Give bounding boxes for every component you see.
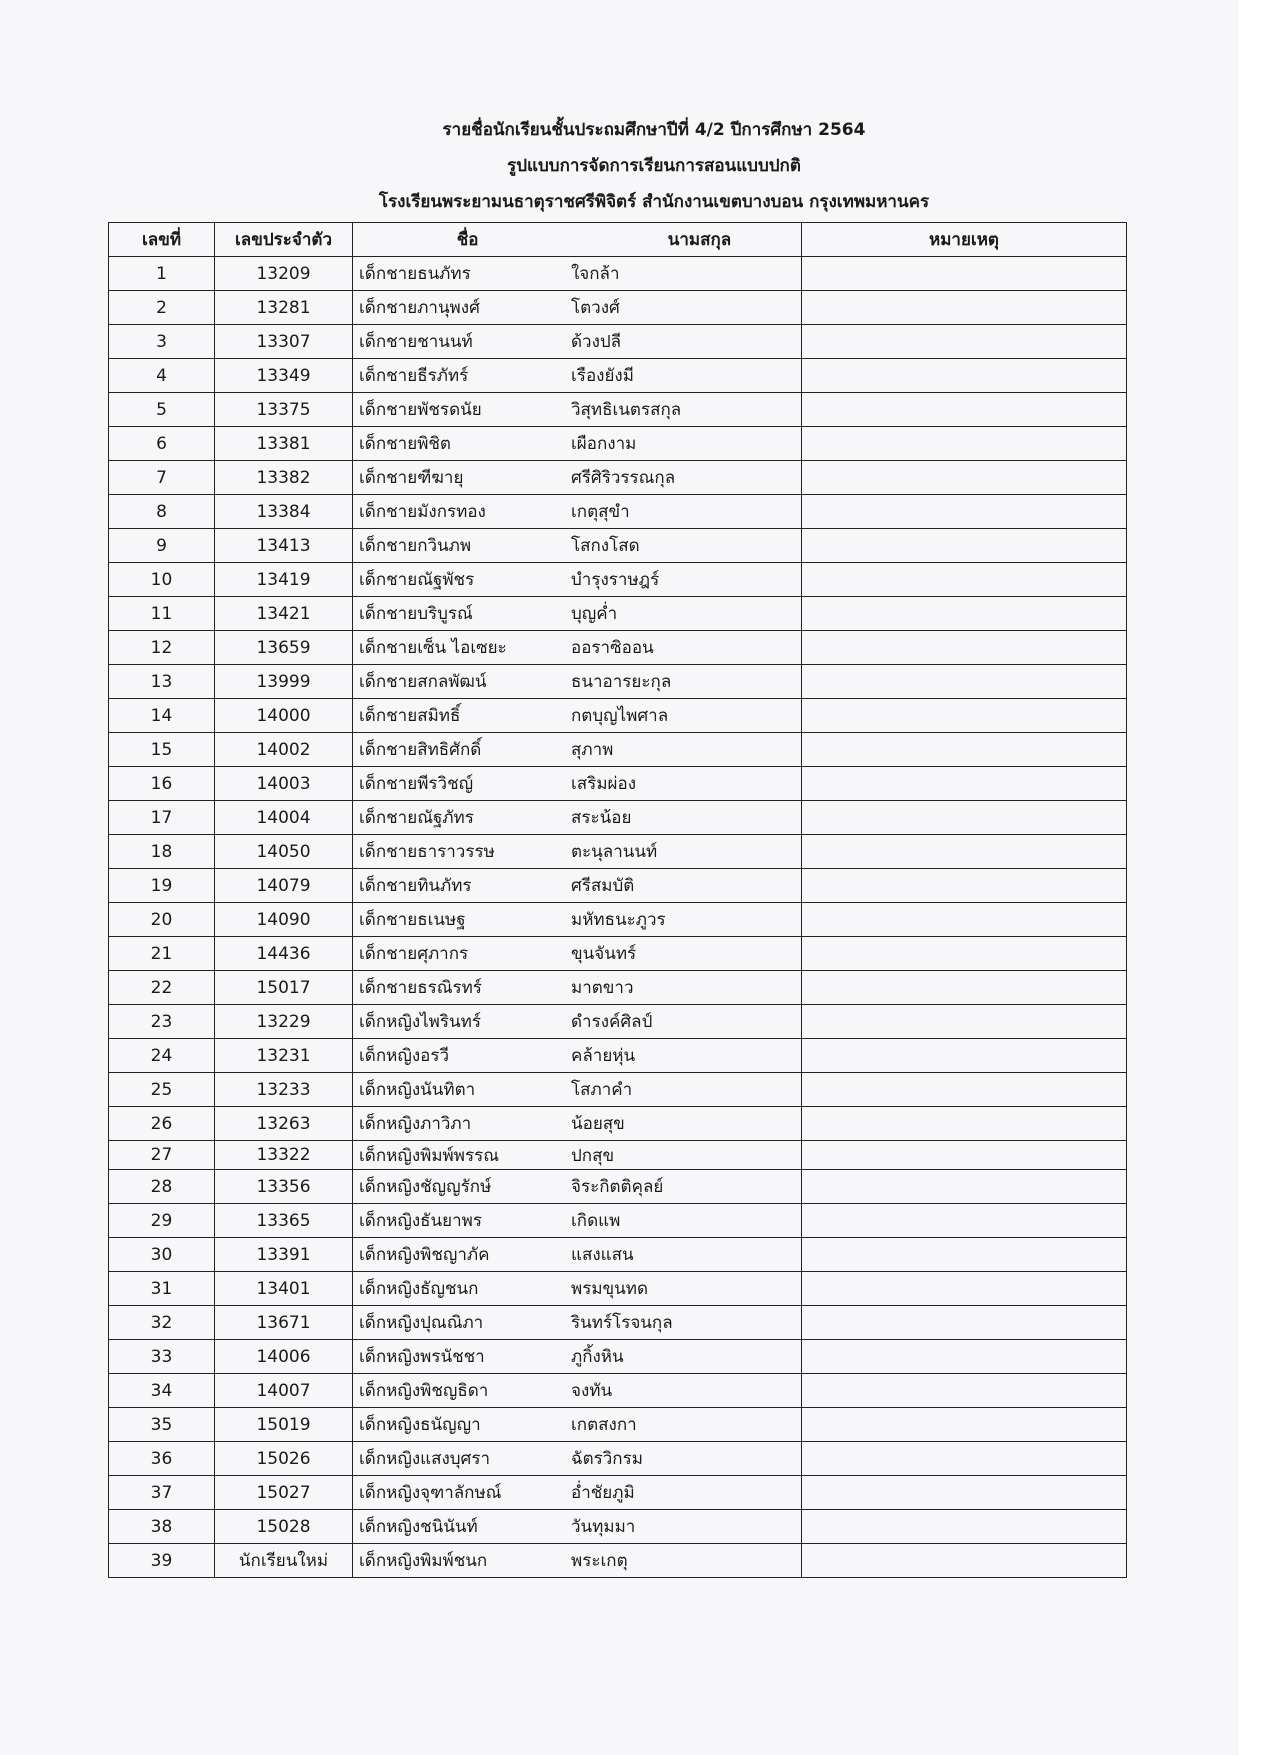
student-id: 14050 [215, 835, 353, 869]
student-id: 14000 [215, 699, 353, 733]
student-name [353, 257, 802, 291]
student-last-name: คล้ายหุ่น [571, 1046, 636, 1066]
student-first-name: เด็กหญิงจุฑาลักษณ์ [359, 1483, 502, 1503]
student-note [802, 291, 1127, 325]
student-name [353, 1039, 802, 1073]
table-row [109, 495, 1127, 529]
student-id: 13322 [215, 1141, 353, 1170]
row-number: 17 [109, 801, 215, 835]
student-note [802, 835, 1127, 869]
row-number: 25 [109, 1073, 215, 1107]
student-last-name: เกิดแพ [571, 1211, 621, 1231]
student-first-name: เด็กชายเซ็น ไอเซยะ [359, 638, 507, 658]
student-name [353, 631, 802, 665]
student-last-name: เกตุสุขำ [571, 502, 630, 522]
student-last-name: โสกงโสด [571, 536, 640, 556]
student-id: 13263 [215, 1107, 353, 1141]
table-row [109, 971, 1127, 1005]
row-number: 32 [109, 1306, 215, 1340]
table-row [109, 631, 1127, 665]
student-id: 13382 [215, 461, 353, 495]
table-row [109, 393, 1127, 427]
student-name [353, 1544, 802, 1578]
student-id: นักเรียนใหม่ [215, 1544, 353, 1578]
student-name [353, 1073, 802, 1107]
student-first-name: เด็กชายณัฐพัชร [359, 570, 475, 590]
student-note [802, 971, 1127, 1005]
student-id: 13659 [215, 631, 353, 665]
student-last-name: ด้วงปลี [571, 332, 622, 352]
table-row [109, 257, 1127, 291]
table-row [109, 461, 1127, 495]
student-last-name: มาตขาว [571, 978, 634, 998]
student-name [353, 1442, 802, 1476]
row-number: 19 [109, 869, 215, 903]
table-row [109, 563, 1127, 597]
student-name [353, 325, 802, 359]
table-row [109, 1107, 1127, 1141]
student-name [353, 563, 802, 597]
student-name [353, 937, 802, 971]
header-last-name: นามสกุล [667, 230, 732, 250]
student-id: 14003 [215, 767, 353, 801]
student-first-name: เด็กหญิงพิชญาภัค [359, 1245, 490, 1265]
table-row [109, 1544, 1127, 1578]
row-number: 16 [109, 767, 215, 801]
student-last-name: บุญค่ำ [571, 604, 618, 624]
table-row [109, 1510, 1127, 1544]
table-row [109, 1408, 1127, 1442]
student-first-name: เด็กชายธีรภัทร์ [359, 366, 469, 386]
student-note [802, 325, 1127, 359]
student-name [353, 529, 802, 563]
student-first-name: เด็กชายศุภากร [359, 944, 469, 964]
student-last-name: ออราซิออน [571, 638, 654, 658]
table-row [109, 699, 1127, 733]
student-id: 13384 [215, 495, 353, 529]
row-number: 26 [109, 1107, 215, 1141]
student-name [353, 393, 802, 427]
header-note: หมายเหตุ [802, 223, 1127, 257]
student-id: 13375 [215, 393, 353, 427]
student-id: 13391 [215, 1238, 353, 1272]
student-first-name: เด็กหญิงแสงบุศรา [359, 1449, 491, 1469]
student-note [802, 631, 1127, 665]
table-row [109, 937, 1127, 971]
student-last-name: กตบุญไพศาล [571, 706, 669, 726]
row-number: 2 [109, 291, 215, 325]
row-number: 20 [109, 903, 215, 937]
table-row [109, 1005, 1127, 1039]
row-number: 36 [109, 1442, 215, 1476]
student-last-name: จงทัน [571, 1381, 613, 1401]
student-id: 13999 [215, 665, 353, 699]
student-name [353, 1107, 802, 1141]
student-last-name: รินทร์โรจนกุล [571, 1313, 673, 1333]
student-first-name: เด็กหญิงอรวี [359, 1046, 450, 1066]
student-last-name: จิระกิตติคุลย์ [571, 1177, 664, 1197]
student-last-name: ขุนจันทร์ [571, 944, 637, 964]
student-note [802, 733, 1127, 767]
row-number: 37 [109, 1476, 215, 1510]
row-number: 30 [109, 1238, 215, 1272]
student-id: 15027 [215, 1476, 353, 1510]
student-name [353, 495, 802, 529]
student-note [802, 665, 1127, 699]
student-id: 13233 [215, 1073, 353, 1107]
row-number: 33 [109, 1340, 215, 1374]
student-name [353, 869, 802, 903]
student-first-name: เด็กชายสิทธิศักดิ์ [359, 740, 482, 760]
student-first-name: เด็กชายณัฐภัทร [359, 808, 474, 828]
student-note [802, 359, 1127, 393]
table-row [109, 869, 1127, 903]
student-note [802, 427, 1127, 461]
student-name [353, 359, 802, 393]
student-id: 13349 [215, 359, 353, 393]
table-row [109, 1073, 1127, 1107]
table-row [109, 767, 1127, 801]
header-first-name: ชื่อ [456, 230, 479, 250]
student-id: 14436 [215, 937, 353, 971]
table-row [109, 597, 1127, 631]
table-row [109, 1170, 1127, 1204]
student-id: 13419 [215, 563, 353, 597]
row-number: 35 [109, 1408, 215, 1442]
table-row [109, 733, 1127, 767]
student-last-name: วิสุทธิเนตรสกุล [571, 400, 682, 420]
student-last-name: บำรุงราษฎร์ [571, 570, 660, 590]
student-id: 15026 [215, 1442, 353, 1476]
student-name [353, 665, 802, 699]
row-number: 13 [109, 665, 215, 699]
student-first-name: เด็กหญิงภาวิภา [359, 1114, 472, 1134]
student-first-name: เด็กหญิงนันทิตา [359, 1080, 476, 1100]
student-last-name: สระน้อย [571, 808, 632, 828]
student-first-name: เด็กชายมังกรทอง [359, 502, 486, 522]
student-note [802, 1238, 1127, 1272]
student-first-name: เด็กหญิงธันยาพร [359, 1211, 482, 1231]
student-name [353, 1408, 802, 1442]
row-number: 38 [109, 1510, 215, 1544]
document-header [0, 112, 1238, 220]
student-first-name: เด็กชายบริบูรณ์ [359, 604, 473, 624]
row-number: 7 [109, 461, 215, 495]
header-name [353, 223, 802, 257]
student-first-name: เด็กหญิงธนัญญา [359, 1415, 481, 1435]
student-last-name: โตวงศ์ [571, 298, 620, 318]
student-last-name: โสภาคำ [571, 1080, 633, 1100]
student-note [802, 1374, 1127, 1408]
table-row [109, 427, 1127, 461]
student-last-name: ดำรงค์ศิลป์ [571, 1012, 653, 1032]
student-name [353, 1005, 802, 1039]
table-row [109, 835, 1127, 869]
student-note [802, 1204, 1127, 1238]
table-row [109, 1141, 1127, 1170]
student-note [802, 1408, 1127, 1442]
student-name [353, 1306, 802, 1340]
student-last-name: แสงแสน [571, 1245, 634, 1265]
student-first-name: เด็กชายธนภัทร [359, 264, 471, 284]
student-last-name: ตะนุลานนท์ [571, 842, 658, 862]
table-row [109, 1442, 1127, 1476]
row-number: 24 [109, 1039, 215, 1073]
student-name [353, 1238, 802, 1272]
student-name [353, 1476, 802, 1510]
student-note [802, 1005, 1127, 1039]
student-name [353, 461, 802, 495]
student-id: 14007 [215, 1374, 353, 1408]
student-id: 13365 [215, 1204, 353, 1238]
student-first-name: เด็กหญิงชนินันท์ [359, 1517, 478, 1537]
student-id: 13231 [215, 1039, 353, 1073]
student-name [353, 597, 802, 631]
student-note [802, 1340, 1127, 1374]
student-first-name: เด็กชายธเนษฐ [359, 910, 466, 930]
table-row [109, 1476, 1127, 1510]
student-first-name: เด็กชายกวินภพ [359, 536, 472, 556]
header-number: เลขที่ [109, 223, 215, 257]
row-number: 3 [109, 325, 215, 359]
student-note [802, 495, 1127, 529]
table-row [109, 325, 1127, 359]
table-row [109, 1272, 1127, 1306]
student-last-name: เผือกงาม [571, 434, 637, 454]
student-note [802, 563, 1127, 597]
student-first-name: เด็กหญิงปุณณิภา [359, 1313, 484, 1333]
school-line: โรงเรียนพระยามนธาตุราชศรีพิจิตร์ สำนักงานเขตบางบอน กรุงเทพมหานคร [378, 192, 930, 212]
table-row [109, 291, 1127, 325]
row-number: 9 [109, 529, 215, 563]
student-name [353, 1340, 802, 1374]
student-name [353, 1141, 802, 1170]
student-name [353, 767, 802, 801]
student-name [353, 1272, 802, 1306]
student-note [802, 1073, 1127, 1107]
row-number: 18 [109, 835, 215, 869]
student-first-name: เด็กหญิงธัญชนก [359, 1279, 479, 1299]
student-last-name: ฉัตรวิกรม [571, 1449, 643, 1469]
student-name [353, 971, 802, 1005]
student-name [353, 903, 802, 937]
student-name [353, 1170, 802, 1204]
row-number: 4 [109, 359, 215, 393]
student-note [802, 699, 1127, 733]
student-note [802, 903, 1127, 937]
student-last-name: เสริมผ่อง [571, 774, 636, 794]
table-row [109, 801, 1127, 835]
student-note [802, 1544, 1127, 1578]
student-id: 13281 [215, 291, 353, 325]
table-row [109, 665, 1127, 699]
student-first-name: เด็กหญิงพิมพ์ชนก [359, 1551, 488, 1571]
table-row [109, 1374, 1127, 1408]
student-id: 13381 [215, 427, 353, 461]
student-note [802, 1170, 1127, 1204]
student-name [353, 733, 802, 767]
row-number: 6 [109, 427, 215, 461]
student-first-name: เด็กชายพัชรดนัย [359, 400, 482, 420]
student-first-name: เด็กชายสกลพัฒน์ [359, 672, 487, 692]
table-row [109, 529, 1127, 563]
student-id: 13413 [215, 529, 353, 563]
student-note [802, 393, 1127, 427]
student-first-name: เด็กหญิงพรนัชชา [359, 1347, 485, 1367]
student-id: 15017 [215, 971, 353, 1005]
student-first-name: เด็กชายธรณิรทร์ [359, 978, 482, 998]
student-id: 15028 [215, 1510, 353, 1544]
row-number: 21 [109, 937, 215, 971]
row-number: 22 [109, 971, 215, 1005]
student-note [802, 1476, 1127, 1510]
student-note [802, 1141, 1127, 1170]
student-last-name: สุภาพ [571, 740, 614, 760]
student-last-name: ภูกิ้งหิน [571, 1347, 624, 1367]
student-name [353, 427, 802, 461]
student-id: 13356 [215, 1170, 353, 1204]
table-row [109, 1039, 1127, 1073]
student-note [802, 1510, 1127, 1544]
student-id: 13421 [215, 597, 353, 631]
student-last-name: ศรีสมบัติ [571, 876, 635, 896]
student-first-name: เด็กชายธาราวรรษ [359, 842, 495, 862]
student-last-name: อ่ำชัยภูมิ [571, 1483, 635, 1503]
student-last-name: ศรีศิริวรรณกุล [571, 468, 676, 488]
student-last-name: เรืองยังมี [571, 366, 634, 386]
student-name [353, 1510, 802, 1544]
student-note [802, 1272, 1127, 1306]
student-first-name: เด็กชายทินภัทร [359, 876, 472, 896]
student-first-name: เด็กหญิงพิชญธิดา [359, 1381, 489, 1401]
student-roster-table [108, 222, 1127, 1578]
table-row [109, 1340, 1127, 1374]
student-last-name: ปกสุข [571, 1145, 615, 1166]
student-first-name: เด็กหญิงชัญญรักษ์ [359, 1177, 492, 1197]
row-number: 5 [109, 393, 215, 427]
student-note [802, 869, 1127, 903]
student-id: 13671 [215, 1306, 353, 1340]
student-note [802, 1107, 1127, 1141]
student-last-name: เกตสงกา [571, 1415, 637, 1435]
table-header-row [109, 223, 1127, 257]
student-last-name: พรมขุนทด [571, 1279, 649, 1299]
row-number: 34 [109, 1374, 215, 1408]
row-number: 1 [109, 257, 215, 291]
student-id: 15019 [215, 1408, 353, 1442]
row-number: 10 [109, 563, 215, 597]
student-first-name: เด็กชายภานุพงศ์ [359, 298, 480, 318]
table-row [109, 359, 1127, 393]
header-student-id: เลขประจำตัว [215, 223, 353, 257]
student-note [802, 937, 1127, 971]
row-number: 31 [109, 1272, 215, 1306]
student-id: 14006 [215, 1340, 353, 1374]
student-id: 13307 [215, 325, 353, 359]
student-id: 14079 [215, 869, 353, 903]
student-first-name: เด็กหญิงไพรินทร์ [359, 1012, 481, 1032]
student-name [353, 801, 802, 835]
row-number: 39 [109, 1544, 215, 1578]
student-id: 14090 [215, 903, 353, 937]
row-number: 15 [109, 733, 215, 767]
row-number: 11 [109, 597, 215, 631]
row-number: 28 [109, 1170, 215, 1204]
student-id: 13229 [215, 1005, 353, 1039]
student-id: 14002 [215, 733, 353, 767]
student-first-name: เด็กชายชานนท์ [359, 332, 473, 352]
table-row [109, 903, 1127, 937]
student-id: 14004 [215, 801, 353, 835]
row-number: 23 [109, 1005, 215, 1039]
student-first-name: เด็กหญิงพิมพ์พรรณ [359, 1145, 499, 1166]
student-name [353, 1204, 802, 1238]
student-last-name: ธนาอารยะกุล [571, 672, 672, 692]
row-number: 8 [109, 495, 215, 529]
student-name [353, 699, 802, 733]
student-last-name: มหัทธนะภูวร [571, 910, 666, 930]
student-note [802, 257, 1127, 291]
student-id: 13209 [215, 257, 353, 291]
row-number: 12 [109, 631, 215, 665]
student-note [802, 597, 1127, 631]
student-note [802, 1039, 1127, 1073]
student-name [353, 835, 802, 869]
table-row [109, 1204, 1127, 1238]
student-note [802, 1442, 1127, 1476]
student-name [353, 1374, 802, 1408]
student-first-name: เด็กชายพิชิต [359, 434, 451, 454]
student-first-name: เด็กชายฑีฆายุ [359, 468, 464, 488]
student-first-name: เด็กชายพีรวิชญ์ [359, 774, 474, 794]
student-id: 13401 [215, 1272, 353, 1306]
student-last-name: น้อยสุข [571, 1114, 625, 1134]
student-note [802, 801, 1127, 835]
row-number: 14 [109, 699, 215, 733]
document-subtitle: รูปแบบการจัดการเรียนการสอนแบบปกติ [507, 156, 801, 176]
table-body [109, 257, 1127, 1578]
document-title: รายชื่อนักเรียนชั้นประถมศึกษาปีที่ 4/2 ปีการศึกษา 2564 [442, 120, 866, 140]
student-first-name: เด็กชายสมิทธิ์ [359, 706, 461, 726]
student-note [802, 767, 1127, 801]
student-note [802, 1306, 1127, 1340]
student-last-name: วันทุมมา [571, 1517, 636, 1537]
table-row [109, 1306, 1127, 1340]
student-last-name: พระเกตุ [571, 1551, 628, 1571]
student-name [353, 291, 802, 325]
student-note [802, 461, 1127, 495]
student-note [802, 529, 1127, 563]
row-number: 29 [109, 1204, 215, 1238]
table-row [109, 1238, 1127, 1272]
row-number: 27 [109, 1141, 215, 1170]
student-last-name: ใจกล้า [571, 264, 620, 284]
